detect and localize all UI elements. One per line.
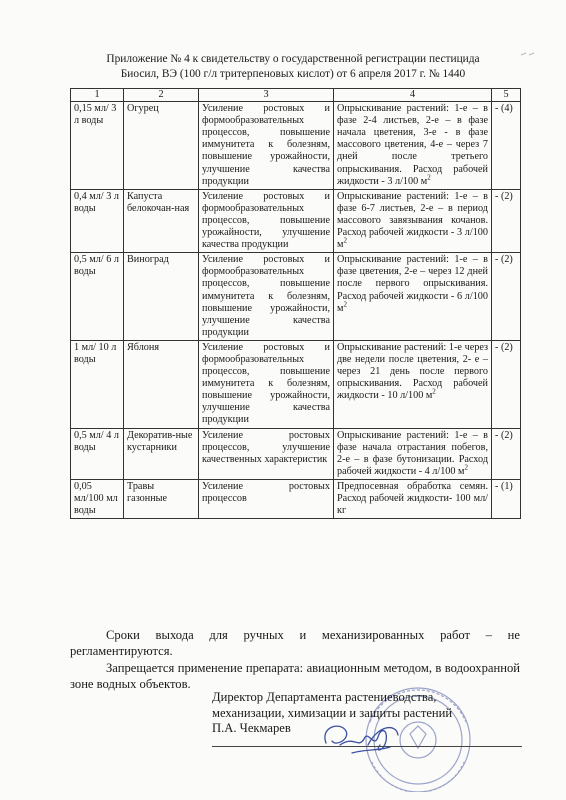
table-row — [71, 102, 521, 190]
application-rate-cell: 0,05 мл/100 мл воды — [71, 479, 124, 518]
signature-block — [212, 690, 452, 737]
method-cell — [334, 340, 492, 428]
purpose-cell: Усиление ростовых и формообразовательных процессов, повышение урожайности, улучшение качества продукции — [199, 189, 334, 252]
crop-cell: Капуста белокочан-ная — [124, 189, 199, 252]
application-rate-cell: 0,4 мл/ 3 л воды — [71, 189, 124, 252]
signatory-title-line-1: Директор Департамента растениеводства, — [212, 690, 437, 704]
table-row — [71, 253, 521, 341]
method-cell — [334, 102, 492, 190]
application-rate-cell: 0,15 мл/ 3 л воды — [71, 102, 124, 190]
signatory-name: П.А. Чекмарев — [212, 721, 291, 735]
purpose-cell: Усиление ростовых процессов — [199, 479, 334, 518]
column-header: 3 — [199, 89, 334, 102]
application-rate-cell: 1 мл/ 10 л воды — [71, 340, 124, 428]
unit-superscript: 2 — [343, 236, 347, 245]
column-header: 4 — [334, 89, 492, 102]
header-line-1: Приложение № 4 к свидетельству о государственной регистрации пестицида — [106, 53, 480, 65]
purpose-cell: Усиление ростовых процессов, улучшение качественных характеристик — [199, 428, 334, 479]
signatory-title-line-2: механизации, химизации и защиты растений — [212, 705, 453, 720]
table-row — [71, 189, 521, 252]
waiting-period-cell: - (2) — [492, 428, 521, 479]
method-text: Предпосевная обработка семян. Расход рабочей жидкости- 100 мл/кг — [337, 480, 488, 517]
table-header-row — [71, 89, 521, 102]
work-exit-text: Сроки выхода для ручных и механизированных работ – не регламентируются. — [70, 628, 520, 658]
work-exit-paragraph — [70, 628, 520, 659]
method-cell — [334, 428, 492, 479]
method-cell — [334, 253, 492, 341]
waiting-period-cell: - (1) — [492, 479, 521, 518]
header-line-2: Биосил, ВЭ (100 г/л тритерпеновых кислот) от 6 апреля 2017 г. № 1440 — [120, 68, 466, 80]
crop-cell: Декоратив-ные кустарники — [124, 428, 199, 479]
purpose-cell: Усиление ростовых и формообразовательных процессов, повышение иммунитета к болезням, повышение урожайности, улучшение качества продукции — [199, 340, 334, 428]
method-cell — [334, 479, 492, 518]
method-text: Опрыскивание растений: 1-е через две недели после цветения, 2- е – через 21 день после первого опрыскивания. Расход рабочей жидкости - 10 л/100 м — [337, 341, 488, 402]
purpose-cell: Усиление ростовых и формообразовательных процессов, повышение иммунитета к болезням, повышение урожайности, улучшение качества продукции — [199, 253, 334, 341]
waiting-period-cell: - (4) — [492, 102, 521, 190]
method-cell — [334, 189, 492, 252]
purpose-cell: Усиление ростовых и формообразовательных процессов, повышение иммунитета к болезням, повышение урожайности, улучшение качества продукции — [199, 102, 334, 190]
method-text: Опрыскивание растений: 1-е – в фазе 2-4 листьев, 2-е – в фазе начала цветения, 3-е - в фазе массового цветения, 4-е – через 7 дней после третьего опрыскивания. Расход рабочей жидкости - 3 л/100 м — [337, 103, 488, 187]
signature-underline — [212, 746, 522, 747]
column-header: 1 — [71, 89, 124, 102]
crop-cell: Виноград — [124, 253, 199, 341]
table-row — [71, 340, 521, 428]
waiting-period-cell: - (2) — [492, 189, 521, 252]
prohibition-text: Запрещается применение препарата: авиационным методом, в водоохранной зоне водных объектов. — [70, 661, 520, 691]
regulation-table — [70, 88, 521, 519]
method-text: Опрыскивание растений: 1-е – в фазе 6-7 листьев, 2-е – в период массового завязывания кочанов. Расход рабочей жидкости - 3 л/100 м — [337, 190, 488, 251]
waiting-period-cell: - (2) — [492, 340, 521, 428]
crop-cell: Яблоня — [124, 340, 199, 428]
unit-superscript: 2 — [343, 300, 347, 309]
document-header — [70, 52, 516, 82]
table-row — [71, 428, 521, 479]
table-row — [71, 479, 521, 518]
page-corner-mark — [520, 44, 536, 50]
column-header: 2 — [124, 89, 199, 102]
application-rate-cell: 0,5 мл/ 6 л воды — [71, 253, 124, 341]
application-rate-cell: 0,5 мл/ 4 л воды — [71, 428, 124, 479]
crop-cell: Огурец — [124, 102, 199, 190]
unit-superscript: 2 — [427, 173, 431, 182]
waiting-period-cell: - (2) — [492, 253, 521, 341]
method-text: Опрыскивание растений: 1-е – в фазе начала отрастания побегов, 2-е – в фазе бутонизации. Расход рабочей жидкости - 4 л/100 м — [337, 429, 488, 477]
crop-cell: Травы газонные — [124, 479, 199, 518]
column-header: 5 — [492, 89, 521, 102]
method-text: Опрыскивание растений: 1-е – в фазе цветения, 2-е – через 12 дней после первого опрыскивания. Расход рабочей жидкости - 6 л/100 м — [337, 254, 488, 314]
unit-superscript: 2 — [432, 387, 436, 396]
unit-superscript: 2 — [464, 463, 468, 472]
